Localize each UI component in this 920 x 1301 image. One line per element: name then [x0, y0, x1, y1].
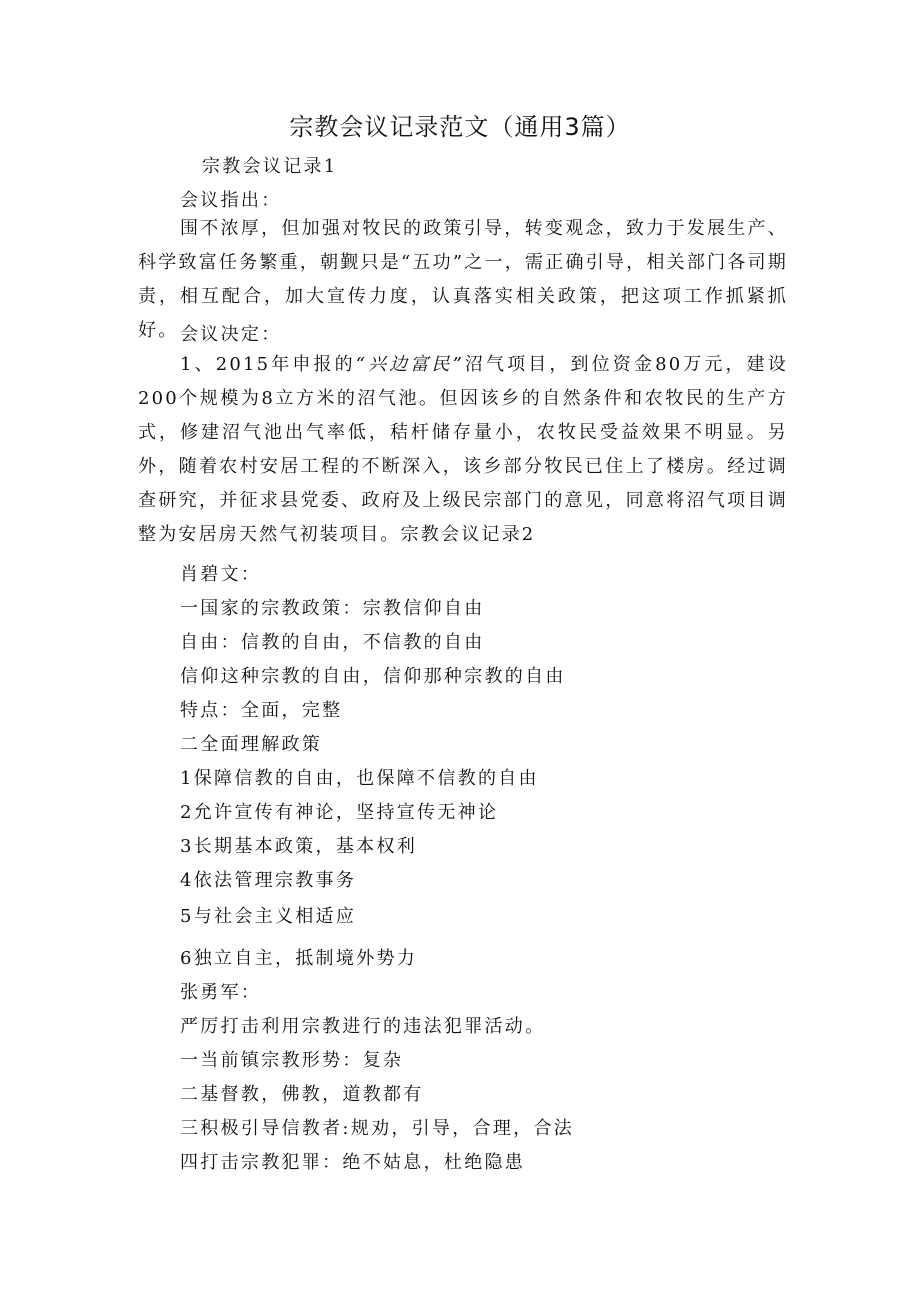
list-item: 信仰这种宗教的自由，信仰那种宗教的自由	[180, 666, 566, 687]
meeting-decided-label: 会议决定：	[180, 324, 282, 345]
list-item: 5与社会主义相适应	[180, 906, 357, 927]
speaker-xiao-biwen: 肖碧文：	[180, 564, 262, 585]
list-item: 一国家的宗教政策：宗教信仰自由	[180, 598, 485, 619]
list-item: 自由：信教的自由，不信教的自由	[180, 632, 485, 653]
list-item: 4依法管理宗教事务	[180, 870, 357, 891]
list-item: 四打击宗教犯罪：绝不姑息，杜绝隐患	[180, 1152, 526, 1173]
list-item: 特点：全面，完整	[180, 700, 343, 721]
speaker-zhang-yongjun: 张勇军：	[180, 982, 262, 1003]
list-item: 6独立自主，抵制境外势力	[180, 948, 418, 969]
list-item: 二基督教，佛教，道教都有	[180, 1084, 424, 1105]
list-item: 严厉打击利用宗教进行的违法犯罪活动。	[180, 1016, 546, 1037]
list-item: 二全面理解政策	[180, 734, 323, 755]
document-title: 宗教会议记录范文（通用3篇）	[289, 113, 631, 141]
record-1-heading: 宗教会议记录1	[202, 156, 338, 177]
list-item: 1保障信教的自由，也保障不信教的自由	[180, 768, 539, 789]
decision-prefix: 1、2015年申报的	[180, 354, 356, 375]
list-item: 三积极引导信教者:规劝，引导，合理，合法	[180, 1118, 575, 1139]
meeting-decided-paragraph	[138, 348, 788, 552]
decision-body: 沼气项目，到位资金80万元，建设200个规模为8立方米的沼气池。但因该乡的自然条件和农牧民的生产方式，修建沼气池出气率低，秸杆储存量小，农牧民受益效果不明显。另外，随着农村安居工程的不断深入，该乡部分牧民已住上了楼房。经过调查研究，并征求县党委、政府及上级民宗部门的意见，同意将沼气项目调整为安居房天然气初装项目。宗教会议记录2	[138, 354, 789, 545]
decision-project-name: “兴边富民”	[355, 354, 464, 375]
meeting-noted-label: 会议指出：	[180, 190, 282, 211]
list-item: 一当前镇宗教形势：复杂	[180, 1050, 404, 1071]
list-item: 2允许宣传有神论，坚持宣传无神论	[180, 802, 499, 823]
list-item: 3长期基本政策，基本权利	[180, 836, 418, 857]
meeting-noted-paragraph: 围不浓厚，但加强对牧民的政策引导，转变观念，致力于发展生产、科学致富任务繁重，朝觐只是“五功”之一，需正确引导，相关部门各司期责，相互配合，加大宣传力度，认真落实相关政策，把这项工作抓紧抓好。	[138, 218, 788, 341]
